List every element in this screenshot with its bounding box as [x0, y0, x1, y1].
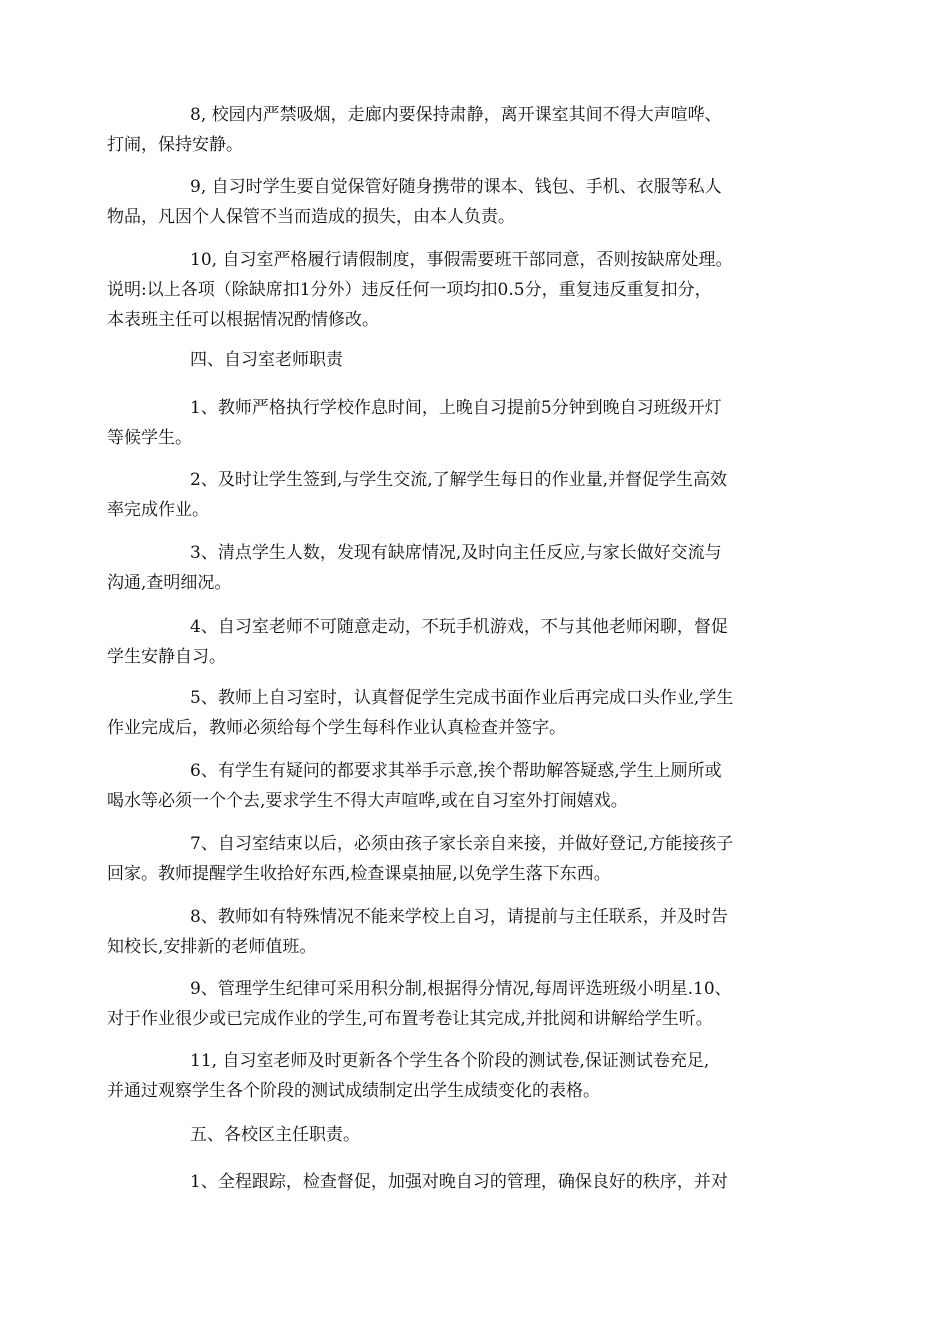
- text-line: 知校长,安排新的老师值班。: [107, 937, 317, 957]
- paragraph: [107, 1046, 867, 1106]
- text-line: 率完成作业。: [107, 500, 209, 520]
- paragraph: [107, 683, 867, 743]
- text-line: 7、自习室结束以后，必须由孩子家长亲自来接，并做好登记,方能接孩子: [190, 834, 734, 854]
- paragraph: [107, 172, 867, 232]
- text-line: 11, 自习室老师及时更新各个学生各个阶段的测试卷,保证测试卷充足,: [190, 1051, 710, 1071]
- text-line: 物品，凡因个人保管不当而造成的损失，由本人负责。: [107, 207, 515, 227]
- paragraph: [107, 465, 867, 525]
- section-heading: [107, 1120, 867, 1150]
- text-line: 10, 自习室严格履行请假制度，事假需要班干部同意，否则按缺席处理。: [190, 250, 733, 270]
- section-heading: [107, 345, 867, 375]
- text-line: 3、清点学生人数，发现有缺席情况,及时向主任反应,与家长做好交流与: [190, 543, 722, 563]
- paragraph: [107, 974, 867, 1034]
- text-line: 1、全程跟踪，检查督促，加强对晚自习的管理，确保良好的秩序，并对: [190, 1172, 728, 1192]
- text-line: 学生安静自习。: [107, 647, 226, 667]
- paragraph: [107, 612, 867, 672]
- text-line: 1、教师严格执行学校作息时间，上晚自习提前5分钟到晚自习班级开灯: [190, 398, 722, 418]
- text-line: 2、及时让学生签到,与学生交流,了解学生每日的作业量,并督促学生高效: [190, 470, 728, 490]
- text-line: 等候学生。: [107, 428, 192, 448]
- text-line: 回家。教师提醒学生收拾好东西,检查课桌抽屉,以免学生落下东西。: [107, 864, 611, 884]
- paragraph: [107, 245, 867, 335]
- paragraph: [107, 756, 867, 816]
- text-line: 沟通,查明细况。: [107, 573, 232, 593]
- text-line: 并通过观察学生各个阶段的测试成绩制定出学生成绩变化的表格。: [107, 1081, 600, 1101]
- text-line: 对于作业很少或已完成作业的学生,可布置考卷让其完成,并批阅和讲解给学生听。: [107, 1009, 713, 1029]
- paragraph: [107, 902, 867, 962]
- text-line: 打闹，保持安静。: [107, 135, 243, 155]
- text-line: 说明:以上各项（除缺席扣1分外）违反任何一项均扣0.5分，重复违反重复扣分，: [107, 280, 712, 300]
- paragraph: [107, 393, 867, 453]
- text-line: 9、管理学生纪律可采用积分制,根据得分情况,每周评选班级小明星.10、: [190, 979, 732, 999]
- text-line: 作业完成后，教师必须给每个学生每科作业认真检查并签字。: [107, 718, 566, 738]
- paragraph: [107, 538, 867, 598]
- text-line: 8, 校园内严禁吸烟，走廊内要保持肃静，离开课室其间不得大声喧哗、: [190, 105, 722, 125]
- text-line: 6、有学生有疑问的都要求其举手示意,挨个帮助解答疑惑,学生上厕所或: [190, 761, 722, 781]
- text-line: 4、自习室老师不可随意走动，不玩手机游戏，不与其他老师闲聊，督促: [190, 617, 728, 637]
- text-line: 四、自习室老师职责: [190, 350, 343, 370]
- text-line: 五、各校区主任职责。: [190, 1125, 360, 1145]
- text-line: 9, 自习时学生要自觉保管好随身携带的课本、钱包、手机、衣服等私人: [190, 177, 722, 197]
- text-line: 5、教师上自习室时，认真督促学生完成书面作业后再完成口头作业,学生: [190, 688, 734, 708]
- paragraph: [107, 1167, 867, 1197]
- text-line: 本表班主任可以根据情况酌情修改。: [107, 310, 379, 330]
- text-line: 8、教师如有特殊情况不能来学校上自习，请提前与主任联系，并及时告: [190, 907, 728, 927]
- paragraph: [107, 829, 867, 889]
- paragraph: [107, 100, 867, 160]
- text-line: 喝水等必须一个个去,要求学生不得大声喧哗,或在自习室外打闹嬉戏。: [107, 791, 628, 811]
